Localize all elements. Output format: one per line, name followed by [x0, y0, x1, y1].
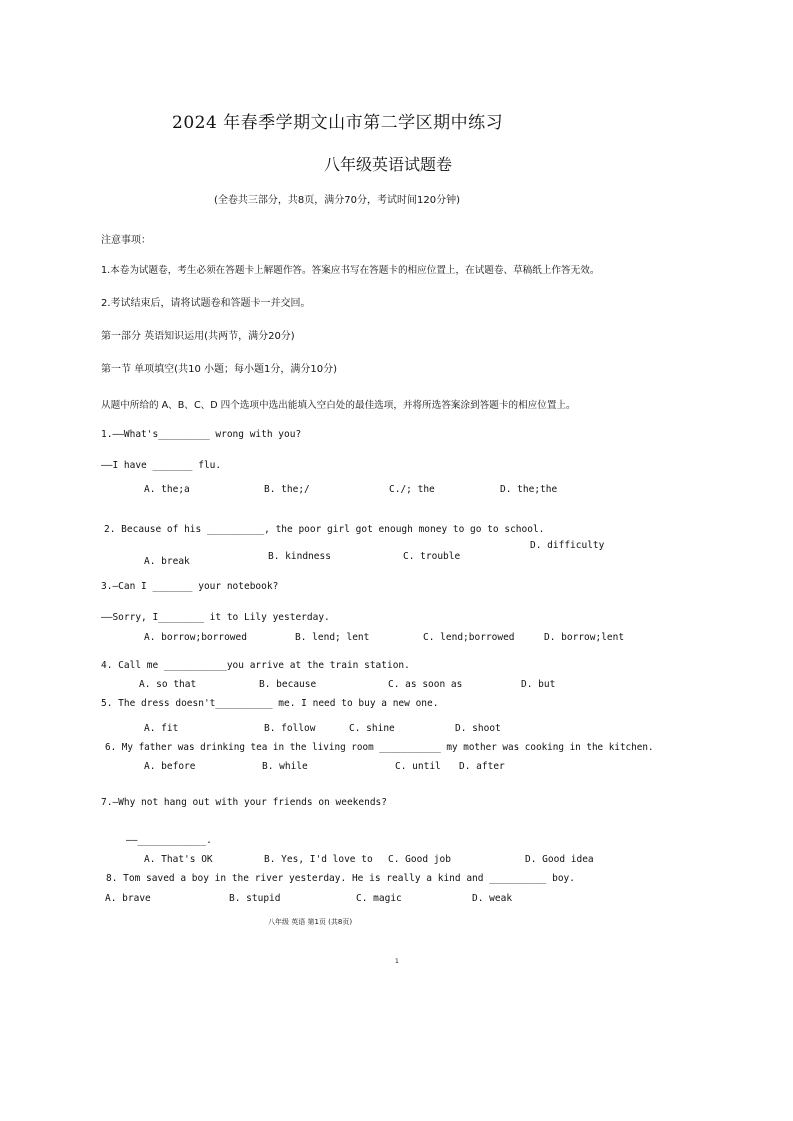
part1-instruction: 从题中所给的 A、B、C、D 四个选项中选出能填入空白处的最佳选项，并将所选答案涂到答题卡的相应位置上。 [101, 400, 576, 411]
question-2-option-a: A. break [144, 556, 190, 567]
notice-item-2: 2.考试结束后，请将试题卷和答题卡一并交回。 [101, 298, 311, 309]
question-7-option-b: B. Yes, I'd love to [264, 854, 373, 865]
question-1-answer-line: ——I have _______ flu. [101, 460, 222, 471]
question-3-answer-line: ——Sorry, I________ it to Lily yesterday. [101, 612, 330, 623]
notice-item-1: 1.本卷为试题卷，考生必须在答题卡上解题作答。答案应书写在答题卡的相应位置上，在试题卷、草稿纸上作答无效。 [101, 265, 600, 276]
exam-title: 2024 年春季学期文山市第二学区期中练习 [172, 113, 504, 133]
question-4-option-b: B. because [259, 679, 317, 690]
question-5-option-a: A. fit [144, 723, 179, 734]
question-3-option-c: C. lend;borrowed [423, 632, 515, 643]
question-6-option-b: B. while [262, 761, 308, 772]
part1-section1-heading: 第一节 单项填空(共10 小题；每小题1分，满分10分) [101, 364, 337, 375]
question-7-option-a: A. That's OK [144, 854, 213, 865]
question-7-stem: 7.—Why not hang out with your friends on weekends? [101, 797, 387, 808]
question-6-option-c: C. until [395, 761, 441, 772]
question-1-option-d: D. the;the [500, 484, 558, 495]
question-7-option-d: D. Good idea [525, 854, 594, 865]
question-3-option-b: B. lend; lent [295, 632, 370, 643]
question-4-option-c: C. as soon as [388, 679, 463, 690]
question-1-option-c: C./; the [389, 484, 435, 495]
question-2-stem: 2. Because of his __________, the poor girl got enough money to go to school. [104, 524, 545, 535]
question-6-stem: 6. My father was drinking tea in the living room ___________ my mother was cooking in the kitchen. [105, 742, 654, 753]
question-5-option-c: C. shine [349, 723, 395, 734]
question-7-option-c: C. Good job [388, 854, 451, 865]
question-5-option-d: D. shoot [455, 723, 501, 734]
question-3-option-d: D. borrow;lent [544, 632, 625, 643]
question-1-stem: 1.——What's_________ wrong with you? [101, 429, 302, 440]
page-number-mark: 1 [395, 958, 399, 965]
question-2-option-b: B. kindness [268, 551, 331, 562]
question-5-stem: 5. The dress doesn't__________ me. I need to buy a new one. [101, 698, 439, 709]
question-1-option-a: A. the;a [144, 484, 190, 495]
page-footer-label: 八年级 英语 第1页 (共8页) [268, 918, 353, 926]
question-4-stem: 4. Call me ___________you arrive at the train station. [101, 660, 410, 671]
exam-subtitle: 八年级英语试题卷 [324, 155, 453, 174]
question-4-option-d: D. but [521, 679, 556, 690]
question-7-answer-line: ——____________. [126, 835, 212, 846]
question-6-option-a: A. before [144, 761, 196, 772]
question-4-option-a: A. so that [139, 679, 197, 690]
exam-info: (全卷共三部分，共8页，满分70分，考试时间120分钟) [214, 195, 460, 206]
question-2-option-d: D. difficulty [530, 540, 605, 551]
question-8-option-a: A. brave [105, 893, 151, 904]
question-8-option-c: C. magic [356, 893, 402, 904]
question-3-option-a: A. borrow;borrowed [144, 632, 247, 643]
question-5-option-b: B. follow [264, 723, 316, 734]
question-2-option-c: C. trouble [403, 551, 461, 562]
question-8-option-b: B. stupid [229, 893, 281, 904]
question-6-option-d: D. after [459, 761, 505, 772]
question-1-option-b: B. the;/ [264, 484, 310, 495]
notice-heading: 注意事项： [101, 235, 151, 246]
question-8-stem: 8. Tom saved a boy in the river yesterday. He is really a kind and __________ boy. [106, 873, 575, 884]
part1-heading: 第一部分 英语知识运用(共两节，满分20分) [101, 331, 295, 342]
question-8-option-d: D. weak [472, 893, 513, 904]
question-3-stem: 3.—Can I _______ your notebook? [101, 581, 279, 592]
